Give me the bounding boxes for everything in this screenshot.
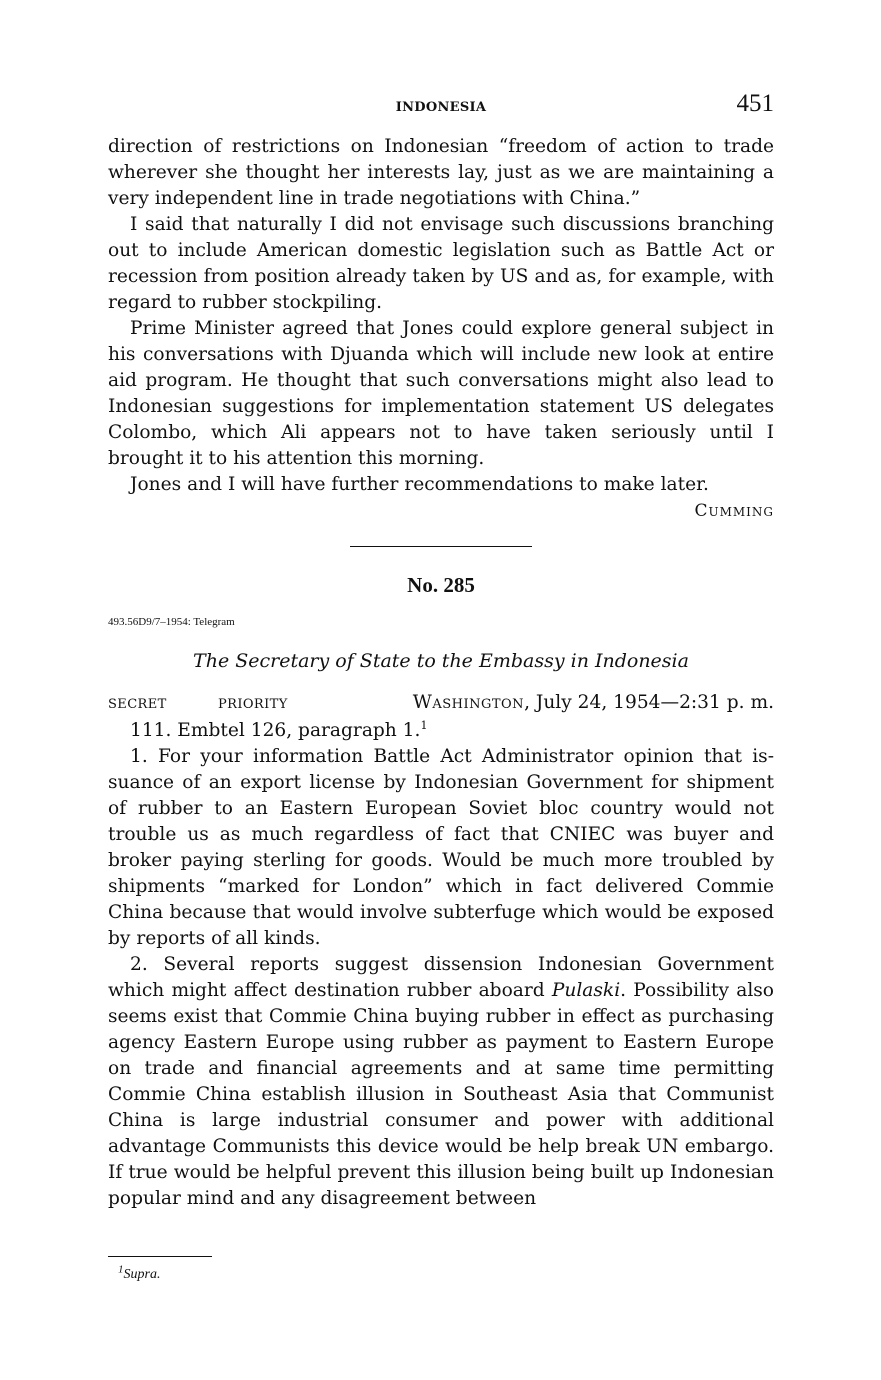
footnote [118, 1263, 161, 1283]
reference-text: 111. Embtel 126, paragraph 1. [130, 720, 421, 741]
precedence-label: PRIORITY [218, 697, 288, 712]
place-date [396, 690, 774, 716]
paragraph-dissension [108, 952, 774, 1212]
paragraph-continuation: direction of restrictions on Indonesian “freedom of action to trade wherever she thought her interests lay, just as we are maintaining a very independent line in trade negotiations with China.” [108, 136, 774, 209]
page-number: 451 [736, 90, 774, 117]
date: , July 24, 1954—2:31 p. m. [524, 692, 774, 713]
signature: Cumming [694, 501, 774, 521]
reference-line [108, 718, 774, 744]
paragraph-battle-act: 1. For your information Battle Act Administrator opinion that issuance of an export license by Indonesian Government for shipment of rubber to an Eastern European Soviet bloc country would not trouble us as much regardless of fact that CNIEC was buyer and broker paying sterling for goods. Would be much more troubled by shipments “marked for London” which in fact delivered Commie China because that would involve subterfuge which would be exposed by reports of all kinds. [108, 746, 774, 949]
paragraph-prime-minister: Prime Minister agreed that Jones could explore general subject in his conversations with Djuanda which will include new look at entire aid program. He thought that such conversations might also lead to Indonesian suggestions for implementation statement US delegates Colombo, which Ali appears not to have taken seriously until I brought it to his attention this morning. [108, 318, 774, 469]
paragraph-recommendations: Jones and I will have further recommendations to make later. [130, 474, 709, 495]
file-reference: 493.56D9/7–1954: Telegram [108, 616, 235, 628]
classification-label: SECRET [108, 697, 167, 712]
footnote-divider [108, 1256, 212, 1257]
section-divider [350, 546, 532, 547]
document-page [108, 90, 774, 1212]
running-head [108, 90, 774, 134]
document-title: The Secretary of State to the Embassy in Indonesia [193, 650, 689, 672]
dateline [108, 690, 774, 718]
ship-name: Pulaski [551, 980, 621, 1001]
document-number: No. 285 [407, 573, 475, 597]
paragraph-dissension-start: 2. Several reports suggest dissension Indonesian Government which might affect destination rubber aboard [108, 954, 774, 1001]
place: Washington [412, 692, 525, 713]
paragraph-dissension-rest: . Possibility also seems exist that Commie China buying rubber in effect as purchasing agency Eastern Europe using rubber as payment to Eastern Europe on trade and financial agreements and at same time permitting Commie China establish illusion in Southeast Asia that Communist China is large industrial consumer and power with additional advantage Communists this device would be help break UN embargo. If true would be helpful prevent this illusion being built up Indonesian popular mind and any disagreement between [108, 980, 775, 1209]
paragraph-discussions: I said that naturally I did not envisage such discussions branching out to include American domestic legislation such as Battle Act or recession from position already taken by US and as, for example, with regard to rubber stockpiling. [108, 214, 774, 313]
footnote-mark: 1 [420, 718, 428, 732]
footnote-text: Supra. [123, 1267, 161, 1282]
footnote-number: 1 [118, 1263, 124, 1276]
running-title: INDONESIA [395, 100, 487, 115]
